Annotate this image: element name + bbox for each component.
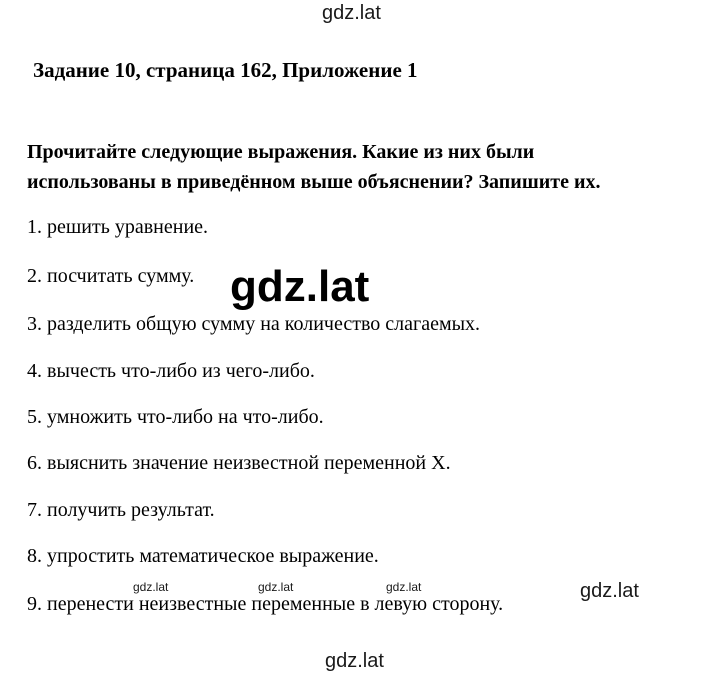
list-item: 6. выяснить значение неизвестной переменной X. xyxy=(27,452,451,474)
watermark-small: gdz.lat xyxy=(133,580,169,594)
list-item: 3. разделить общую сумму на количество слагаемых. xyxy=(27,313,481,335)
list-item: 1. решить уравнение. xyxy=(27,216,209,238)
instruction-line-1: Прочитайте следующие выражения. Какие из них были xyxy=(27,141,535,163)
watermark-right: gdz.lat xyxy=(580,580,639,602)
list-item: 2. посчитать сумму. xyxy=(27,265,195,287)
watermark-top: gdz.lat xyxy=(322,2,381,24)
page-title: Задание 10, страница 162, Приложение 1 xyxy=(33,58,418,82)
list-item: 5. умножить что-либо на что-либо. xyxy=(27,406,324,428)
watermark-center: gdz.lat xyxy=(230,262,370,311)
watermark-small: gdz.lat xyxy=(386,580,422,594)
list-item: 8. упростить математическое выражение. xyxy=(27,545,379,567)
watermark-small: gdz.lat xyxy=(258,580,294,594)
watermark-bottom: gdz.lat xyxy=(325,650,384,672)
list-item: 7. получить результат. xyxy=(27,499,215,521)
instruction-line-2: использованы в приведённом выше объяснении? Запишите их. xyxy=(27,171,601,193)
list-item: 4. вычесть что-либо из чего-либо. xyxy=(27,360,315,382)
list-item: 9. перенести неизвестные переменные в левую сторону. xyxy=(27,593,504,615)
task-instruction xyxy=(27,137,707,197)
